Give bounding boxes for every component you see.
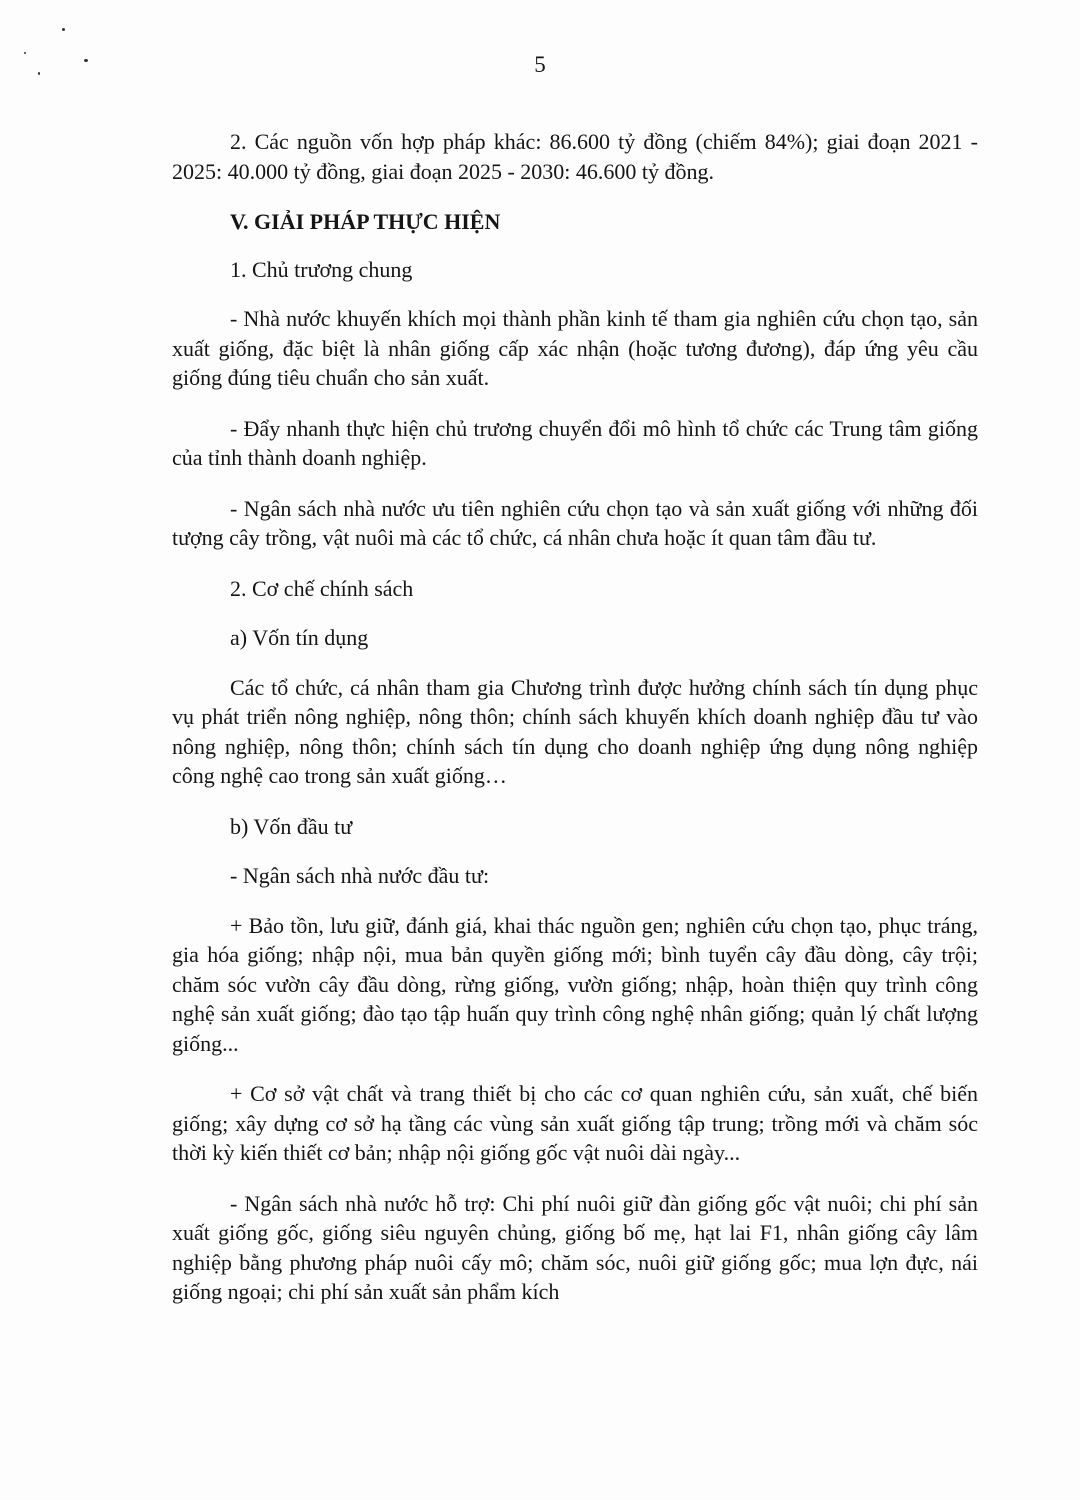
document-body xyxy=(172,127,978,1328)
scan-speck xyxy=(62,28,65,31)
subheading-investment-capital: b) Vốn đầu tư xyxy=(230,813,353,839)
subheading-policy-mechanism: 2. Cơ chế chính sách xyxy=(230,575,414,601)
paragraph-infrastructure: + Cơ sở vật chất và trang thiết bị cho các cơ quan nghiên cứu, sản xuất, chế biến giống; xây dựng cơ sở hạ tầng các vùng sản xuất giống tập trung; trồng mới và chăm sóc thời kỳ kiến thiết cơ bản; nhập nội giống gốc vật nuôi dài ngày... xyxy=(172,1081,978,1165)
page-number: 5 xyxy=(534,52,546,77)
paragraph-other-capital: 2. Các nguồn vốn hợp pháp khác: 86.600 tỷ đồng (chiếm 84%); giai đoạn 2021 - 2025: 40.000 tỷ đồng, giai đoạn 2025 - 2030: 46.600 tỷ đồng. xyxy=(172,129,978,184)
paragraph-state-encourages: - Nhà nước khuyến khích mọi thành phần kinh tế tham gia nghiên cứu chọn tạo, sản xuất giống, đặc biệt là nhân giống cấp xác nhận (hoặc tương đương), đáp ứng yêu cầu giống đúng tiêu chuẩn cho sản xuất. xyxy=(172,306,978,390)
paragraph-budget-priority: - Ngân sách nhà nước ưu tiên nghiên cứu chọn tạo và sản xuất giống với những đối tượng cây trồng, vật nuôi mà các tổ chức, cá nhân chưa hoặc ít quan tâm đầu tư. xyxy=(172,495,978,550)
paragraph-accelerate-conversion: - Đẩy nhanh thực hiện chủ trương chuyển đổi mô hình tổ chức các Trung tâm giống của tỉnh thành doanh nghiệp. xyxy=(172,415,978,470)
subheading-general-policy: 1. Chủ trương chung xyxy=(230,256,413,282)
paragraph-credit-policy: Các tổ chức, cá nhân tham gia Chương trình được hưởng chính sách tín dụng phục vụ phát triển nông nghiệp, nông thôn; chính sách khuyến khích doanh nghiệp đầu tư vào nông nghiệp, nông thôn; chính sách tín dụng cho doanh nghiệp ứng dụng nông nghiệp công nghệ cao trong sản xuất giống… xyxy=(172,674,978,788)
paragraph-state-budget-invests: - Ngân sách nhà nước đầu tư: xyxy=(230,863,490,888)
subheading-credit-capital: a) Vốn tín dụng xyxy=(230,625,369,650)
section-heading-solutions: V. GIẢI PHÁP THỰC HIỆN xyxy=(230,209,501,234)
paragraph-conservation: + Bảo tồn, lưu giữ, đánh giá, khai thác nguồn gen; nghiên cứu chọn tạo, phục tráng, gia hóa giống; nhập nội, mua bản quyền giống mới; bình tuyển cây đầu dòng, cây trội; chăm sóc vườn cây đầu dòng, rừng giống, vườn giống; nhập, hoàn thiện quy trình công nghệ sản xuất giống; đào tạo tập huấn quy trình công nghệ nhân giống; quản lý chất lượng giống... xyxy=(172,912,978,1056)
paragraph-state-budget-supports: - Ngân sách nhà nước hỗ trợ: Chi phí nuôi giữ đàn giống gốc vật nuôi; chi phí sản xuất giống gốc, giống siêu nguyên chủng, giống bố mẹ, hạt lai F1, nhân giống cây lâm nghiệp bằng phương pháp nuôi cấy mô; chăm sóc, nuôi giữ giống gốc; mua lợn đực, nái giống ngoại; chi phí sản xuất sản phẩm kích xyxy=(172,1190,978,1304)
